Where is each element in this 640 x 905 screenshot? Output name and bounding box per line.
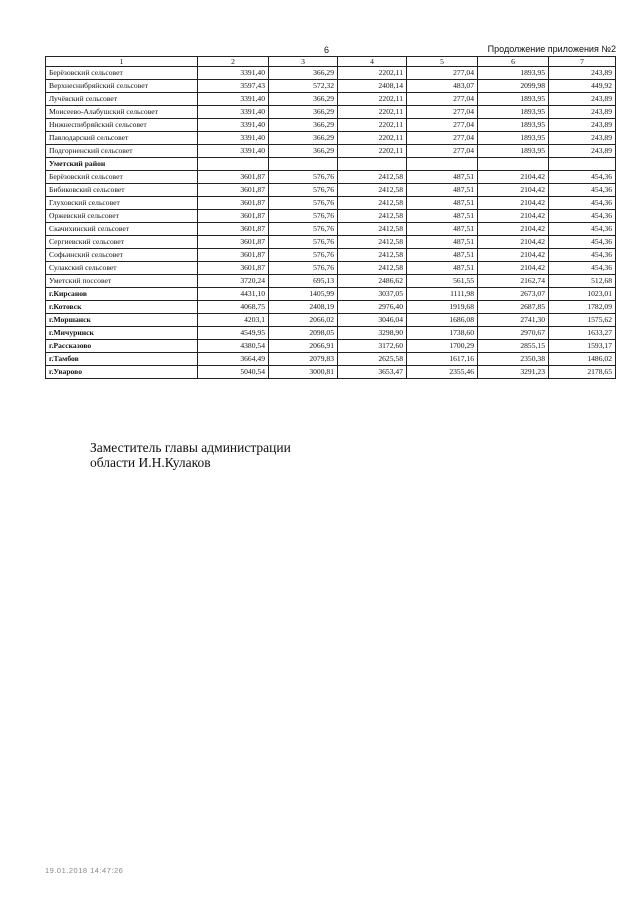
table-cell: 3601,87 <box>198 184 269 197</box>
table-cell: 3391,40 <box>198 93 269 106</box>
table-cell: 2104,42 <box>478 262 549 275</box>
table-cell: 2412,58 <box>338 197 407 210</box>
table-cell: 2202,11 <box>338 132 407 145</box>
column-number-row <box>46 57 616 67</box>
table-row <box>46 210 616 223</box>
table-cell: 454,36 <box>549 210 616 223</box>
table-cell: 2741,30 <box>478 314 549 327</box>
table-cell: 1405,99 <box>269 288 338 301</box>
table-cell: 3000,81 <box>269 366 338 379</box>
table-cell: 3046,04 <box>338 314 407 327</box>
table-cell: 2486,62 <box>338 275 407 288</box>
table-cell: 3291,23 <box>478 366 549 379</box>
table-cell: 2099,98 <box>478 80 549 93</box>
table-cell: 2104,42 <box>478 210 549 223</box>
table-cell: 2673,07 <box>478 288 549 301</box>
table-row <box>46 236 616 249</box>
table-cell: 3391,40 <box>198 119 269 132</box>
table-row <box>46 366 616 379</box>
row-name: Уметский поссовет <box>46 275 198 288</box>
table-cell: 454,36 <box>549 223 616 236</box>
row-name: г.Рассказово <box>46 340 198 353</box>
column-number: 3 <box>269 57 338 67</box>
column-number: 7 <box>549 57 616 67</box>
table-cell: 2104,42 <box>478 236 549 249</box>
table-cell: 366,29 <box>269 145 338 158</box>
table-cell: 1700,29 <box>407 340 478 353</box>
table-cell: 277,04 <box>407 145 478 158</box>
table-cell: 1893,95 <box>478 119 549 132</box>
table-cell: 366,29 <box>269 93 338 106</box>
table-cell: 1893,95 <box>478 132 549 145</box>
table-cell: 3653,47 <box>338 366 407 379</box>
table-cell: 1593,17 <box>549 340 616 353</box>
table-cell: 277,04 <box>407 119 478 132</box>
table-cell <box>198 158 269 171</box>
table-cell: 2412,58 <box>338 171 407 184</box>
table-row <box>46 80 616 93</box>
row-name: г.Котовск <box>46 301 198 314</box>
table-cell: 2066,02 <box>269 314 338 327</box>
row-name: Лучёвский сельсовет <box>46 93 198 106</box>
table-cell: 2350,38 <box>478 353 549 366</box>
table-cell: 366,29 <box>269 67 338 80</box>
data-table <box>45 56 616 379</box>
table-cell: 3391,40 <box>198 132 269 145</box>
table-cell: 2412,58 <box>338 184 407 197</box>
table-cell: 366,29 <box>269 106 338 119</box>
table-row <box>46 249 616 262</box>
table-cell: 2104,42 <box>478 249 549 262</box>
table-cell: 243,89 <box>549 67 616 80</box>
table-cell <box>478 158 549 171</box>
table-cell: 243,89 <box>549 106 616 119</box>
table-cell: 1782,09 <box>549 301 616 314</box>
row-name: Нижнеспибряйский сельсовет <box>46 119 198 132</box>
table-cell <box>269 158 338 171</box>
table-cell: 1617,16 <box>407 353 478 366</box>
table-cell: 2412,58 <box>338 236 407 249</box>
table-cell: 2079,83 <box>269 353 338 366</box>
table-cell: 3391,40 <box>198 106 269 119</box>
table-cell: 4431,10 <box>198 288 269 301</box>
table-cell <box>549 158 616 171</box>
table-cell: 5040,54 <box>198 366 269 379</box>
table-cell: 576,76 <box>269 236 338 249</box>
table-row <box>46 223 616 236</box>
table-cell: 454,36 <box>549 262 616 275</box>
table-cell: 4203,1 <box>198 314 269 327</box>
table-cell: 3391,40 <box>198 145 269 158</box>
table-cell: 2178,65 <box>549 366 616 379</box>
table-row <box>46 132 616 145</box>
appendix-continuation-label: Продолжение приложения №2 <box>487 44 616 54</box>
table-cell: 1111,98 <box>407 288 478 301</box>
table-cell: 4380,54 <box>198 340 269 353</box>
table-row <box>46 171 616 184</box>
table-row <box>46 353 616 366</box>
column-number: 6 <box>478 57 549 67</box>
signature-block <box>90 440 291 470</box>
column-number: 5 <box>407 57 478 67</box>
table-cell: 2408,19 <box>269 301 338 314</box>
table-cell: 2104,42 <box>478 184 549 197</box>
table-cell: 454,36 <box>549 171 616 184</box>
table-cell: 576,76 <box>269 223 338 236</box>
table-cell: 576,76 <box>269 249 338 262</box>
table-cell: 454,36 <box>549 236 616 249</box>
table-cell: 2202,11 <box>338 145 407 158</box>
table-cell: 277,04 <box>407 93 478 106</box>
table-cell: 1893,95 <box>478 106 549 119</box>
table-cell: 576,76 <box>269 210 338 223</box>
table-cell: 2412,58 <box>338 249 407 262</box>
table-cell: 2104,42 <box>478 223 549 236</box>
table-row <box>46 158 616 171</box>
table-cell: 366,29 <box>269 119 338 132</box>
table-cell: 487,51 <box>407 171 478 184</box>
table-cell: 487,51 <box>407 249 478 262</box>
table-row <box>46 106 616 119</box>
row-name: г.Мичуринск <box>46 327 198 340</box>
table-cell: 2855,15 <box>478 340 549 353</box>
row-name: Скачихинский сельсовет <box>46 223 198 236</box>
table-cell: 2625,58 <box>338 353 407 366</box>
table-cell: 2162,74 <box>478 275 549 288</box>
table-cell: 1686,08 <box>407 314 478 327</box>
row-name: Сергиевский сельсовет <box>46 236 198 249</box>
row-name: Подгорненский сельсовет <box>46 145 198 158</box>
row-name: Берёзовский сельсовет <box>46 171 198 184</box>
table-cell: 576,76 <box>269 197 338 210</box>
table-cell: 487,51 <box>407 236 478 249</box>
row-name: Павлодарский сельсовет <box>46 132 198 145</box>
table-cell: 1633,27 <box>549 327 616 340</box>
table-cell: 487,51 <box>407 197 478 210</box>
table-cell: 2202,11 <box>338 93 407 106</box>
table-row <box>46 184 616 197</box>
table-cell: 487,51 <box>407 184 478 197</box>
table-cell: 576,76 <box>269 171 338 184</box>
table-cell: 3298,90 <box>338 327 407 340</box>
table-row <box>46 301 616 314</box>
row-name: г.Тамбов <box>46 353 198 366</box>
table-cell: 2202,11 <box>338 106 407 119</box>
table-cell: 3601,87 <box>198 197 269 210</box>
table-row <box>46 145 616 158</box>
table-row <box>46 67 616 80</box>
table-cell: 4549,95 <box>198 327 269 340</box>
table-cell: 2687,85 <box>478 301 549 314</box>
table-cell: 243,89 <box>549 93 616 106</box>
row-name: Верхнеснибряйский сельсовет <box>46 80 198 93</box>
table-cell: 2104,42 <box>478 171 549 184</box>
table-cell: 277,04 <box>407 132 478 145</box>
table-cell: 2408,14 <box>338 80 407 93</box>
row-name: Уметский район <box>46 158 198 171</box>
table-cell: 277,04 <box>407 106 478 119</box>
table-cell: 572,32 <box>269 80 338 93</box>
page-number: 6 <box>324 45 330 55</box>
table-cell: 2202,11 <box>338 119 407 132</box>
table-cell: 3601,87 <box>198 210 269 223</box>
table-cell: 576,76 <box>269 184 338 197</box>
table-cell: 277,04 <box>407 67 478 80</box>
row-name: Берёзовский сельсовет <box>46 67 198 80</box>
table-cell: 366,29 <box>269 132 338 145</box>
table-cell: 483,07 <box>407 80 478 93</box>
table-cell: 454,36 <box>549 197 616 210</box>
column-number: 2 <box>198 57 269 67</box>
table-cell: 243,89 <box>549 132 616 145</box>
column-number: 4 <box>338 57 407 67</box>
table-cell: 2098,05 <box>269 327 338 340</box>
table-cell: 487,51 <box>407 262 478 275</box>
table-cell <box>407 158 478 171</box>
table-cell: 1023,01 <box>549 288 616 301</box>
table-cell: 449,92 <box>549 80 616 93</box>
table-cell: 1486,02 <box>549 353 616 366</box>
table-row <box>46 119 616 132</box>
table-cell: 3172,60 <box>338 340 407 353</box>
table-cell: 3601,87 <box>198 262 269 275</box>
table-cell: 487,51 <box>407 223 478 236</box>
table-row <box>46 288 616 301</box>
table-cell: 1919,68 <box>407 301 478 314</box>
table-cell: 2976,40 <box>338 301 407 314</box>
table-cell: 1893,95 <box>478 145 549 158</box>
table-cell: 3601,87 <box>198 223 269 236</box>
table-cell: 3601,87 <box>198 171 269 184</box>
table-cell: 243,89 <box>549 119 616 132</box>
table-cell: 2412,58 <box>338 223 407 236</box>
column-number: 1 <box>46 57 198 67</box>
table-cell: 2202,11 <box>338 67 407 80</box>
table-cell: 1893,95 <box>478 93 549 106</box>
table-cell: 1738,60 <box>407 327 478 340</box>
table-cell: 2066,91 <box>269 340 338 353</box>
table-cell: 4068,75 <box>198 301 269 314</box>
table-cell: 487,51 <box>407 210 478 223</box>
table-cell: 3597,43 <box>198 80 269 93</box>
table-cell: 3720,24 <box>198 275 269 288</box>
table-cell <box>338 158 407 171</box>
row-name: Бибиковский сельсовет <box>46 184 198 197</box>
row-name: Глуховский сельсовет <box>46 197 198 210</box>
row-name: г.Моршанск <box>46 314 198 327</box>
table-cell: 2412,58 <box>338 210 407 223</box>
print-timestamp: 19.01.2018 14:47:26 <box>45 866 124 875</box>
table-row <box>46 314 616 327</box>
row-name: Моисеево-Алабушский сельсовет <box>46 106 198 119</box>
signature-name: области И.Н.Кулаков <box>90 455 211 470</box>
table-cell: 454,36 <box>549 249 616 262</box>
table-cell: 1575,62 <box>549 314 616 327</box>
table-row <box>46 93 616 106</box>
table-cell: 3037,05 <box>338 288 407 301</box>
table-cell: 2355,46 <box>407 366 478 379</box>
table-row <box>46 340 616 353</box>
table-cell: 561,55 <box>407 275 478 288</box>
table-cell: 3601,87 <box>198 236 269 249</box>
row-name: г.Кирсанов <box>46 288 198 301</box>
table-cell: 2104,42 <box>478 197 549 210</box>
signature-title: Заместитель главы администрации <box>90 440 291 455</box>
table-row <box>46 275 616 288</box>
table-cell: 576,76 <box>269 262 338 275</box>
table-cell: 3664,49 <box>198 353 269 366</box>
table-row <box>46 327 616 340</box>
table-cell: 1893,95 <box>478 67 549 80</box>
row-name: Сулакский сельсовет <box>46 262 198 275</box>
table-cell: 243,89 <box>549 145 616 158</box>
row-name: г.Уварово <box>46 366 198 379</box>
table-cell: 512,68 <box>549 275 616 288</box>
row-name: Софьинский сельсовет <box>46 249 198 262</box>
table-row <box>46 197 616 210</box>
table-cell: 3601,87 <box>198 249 269 262</box>
table-cell: 2970,67 <box>478 327 549 340</box>
table-row <box>46 262 616 275</box>
table-cell: 695,13 <box>269 275 338 288</box>
table-cell: 3391,40 <box>198 67 269 80</box>
table-cell: 2412,58 <box>338 262 407 275</box>
table-cell: 454,36 <box>549 184 616 197</box>
row-name: Оржевский сельсовет <box>46 210 198 223</box>
